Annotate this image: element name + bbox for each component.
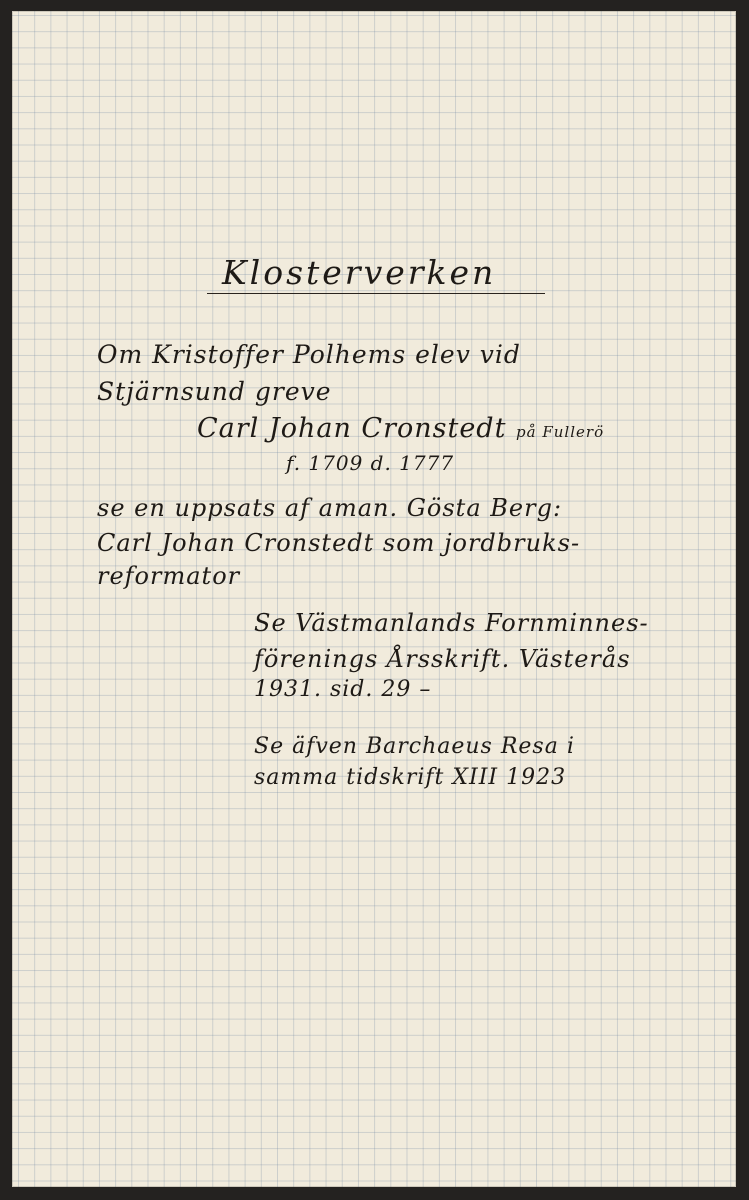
text-line-11: Se äfven Barchaeus Resa i [254, 734, 575, 759]
person-name: Carl Johan Cronstedt [197, 413, 507, 444]
text-line-7: reformator [97, 562, 241, 590]
life-dates: f. 1709 d. 1777 [286, 451, 455, 475]
text-line-2: Stjärnsund greve [97, 377, 332, 406]
title-underline [207, 293, 545, 294]
text-line-3 [197, 415, 604, 442]
document-title: Klosterverken [222, 253, 497, 292]
text-line-1: Om Kristoffer Polhems elev vid [97, 340, 521, 369]
text-line-9: förenings Årsskrift. Västerås [254, 645, 631, 673]
manuscript-sheet [12, 11, 736, 1187]
text-line-10: 1931. sid. 29 – [254, 677, 432, 702]
text-line-12: samma tidskrift XIII 1923 [254, 765, 567, 790]
text-line-6: Carl Johan Cronstedt som jordbruks- [97, 529, 581, 557]
estate-name: på Fullerö [516, 423, 605, 441]
text-line-8: Se Västmanlands Fornminnes- [254, 609, 649, 637]
text-line-5: se en uppsats af aman. Gösta Berg: [97, 494, 563, 522]
